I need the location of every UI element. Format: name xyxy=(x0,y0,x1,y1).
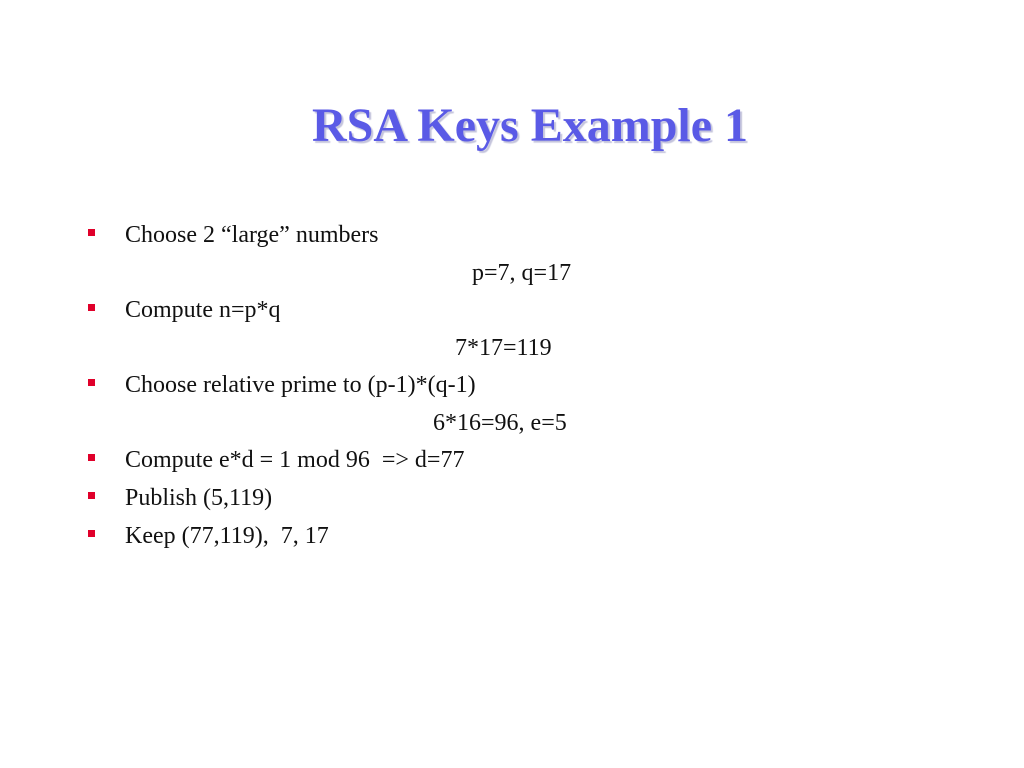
square-bullet-icon xyxy=(88,492,95,499)
square-bullet-icon xyxy=(88,229,95,236)
bullet-text: Keep (77,119), 7, 17 xyxy=(125,523,329,549)
bullet-text: Compute e*d = 1 mod 96 => d=77 xyxy=(125,447,465,473)
bullet-text: Choose relative prime to (p-1)*(q-1) xyxy=(125,372,476,398)
slide-title: RSA Keys Example 1 xyxy=(312,99,749,152)
bullet-detail: p=7, q=17 xyxy=(472,260,572,286)
bullet-detail: 7*17=119 xyxy=(455,335,552,361)
bullet-text: Compute n=p*q xyxy=(125,297,281,323)
bullet-text: Publish (5,119) xyxy=(125,485,273,511)
square-bullet-icon xyxy=(88,530,95,537)
square-bullet-icon xyxy=(88,454,95,461)
square-bullet-icon xyxy=(88,379,95,386)
bullet-text: Choose 2 “large” numbers xyxy=(125,222,379,248)
bullet-detail: 6*16=96, e=5 xyxy=(433,410,567,436)
square-bullet-icon xyxy=(88,304,95,311)
